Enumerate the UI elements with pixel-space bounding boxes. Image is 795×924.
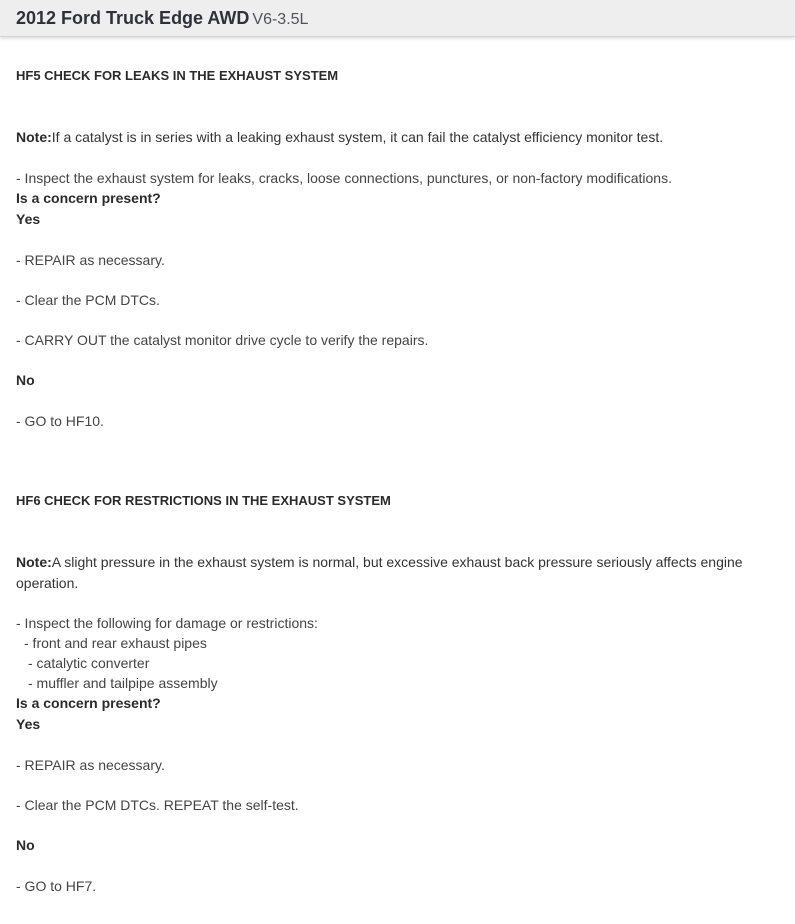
page-header	[0, 0, 795, 37]
hf6-no-label: No	[16, 837, 35, 853]
hf5-yes-item: - CARRY OUT the catalyst monitor drive cycle to verify the repairs.	[16, 332, 429, 348]
hf5-question: Is a concern present?	[16, 190, 161, 206]
hf5-no-label: No	[16, 372, 35, 388]
hf6-yes-label: Yes	[16, 716, 41, 732]
note-label: Note:	[16, 129, 52, 145]
note-label: Note:	[16, 554, 52, 570]
hf5-yes-label: Yes	[16, 211, 41, 227]
hf6-sub-item: - catalytic converter	[28, 655, 150, 671]
note-text: A slight pressure in the exhaust system is normal, but excessive exhaust back pressure seriously affects engine	[51, 554, 743, 570]
hf6-question: Is a concern present?	[16, 695, 161, 711]
hf5-note	[16, 127, 663, 147]
hf5-step: - Inspect the exhaust system for leaks, cracks, loose connections, punctures, or non-factory modifications.	[16, 170, 672, 186]
hf5-yes-item: - Clear the PCM DTCs.	[16, 292, 160, 308]
hf6-yes-item: - Clear the PCM DTCs. REPEAT the self-test.	[16, 797, 299, 813]
hf5-yes-item: - REPAIR as necessary.	[16, 252, 165, 268]
vehicle-name: 2012 Ford Truck Edge AWD	[16, 8, 250, 28]
engine-label: V6-3.5L	[252, 11, 309, 28]
hf5-no-item: - GO to HF10.	[16, 413, 104, 429]
hf5-heading: HF5 CHECK FOR LEAKS IN THE EXHAUST SYSTEM	[16, 68, 339, 83]
hf6-note-continued: operation.	[16, 575, 79, 591]
hf6-heading: HF6 CHECK FOR RESTRICTIONS IN THE EXHAUST SYSTEM	[16, 493, 391, 508]
note-text: If a catalyst is in series with a leaking exhaust system, it can fail the catalyst efficiency monitor test.	[51, 129, 664, 145]
hf6-note	[16, 552, 743, 572]
hf6-step: - Inspect the following for damage or restrictions:	[16, 615, 318, 631]
hf6-sub-item: - muffler and tailpipe assembly	[28, 675, 218, 691]
hf6-yes-item: - REPAIR as necessary.	[16, 757, 165, 773]
page-title	[16, 7, 308, 31]
hf6-sub-item: - front and rear exhaust pipes	[24, 635, 207, 651]
hf6-no-item: - GO to HF7.	[16, 878, 97, 894]
